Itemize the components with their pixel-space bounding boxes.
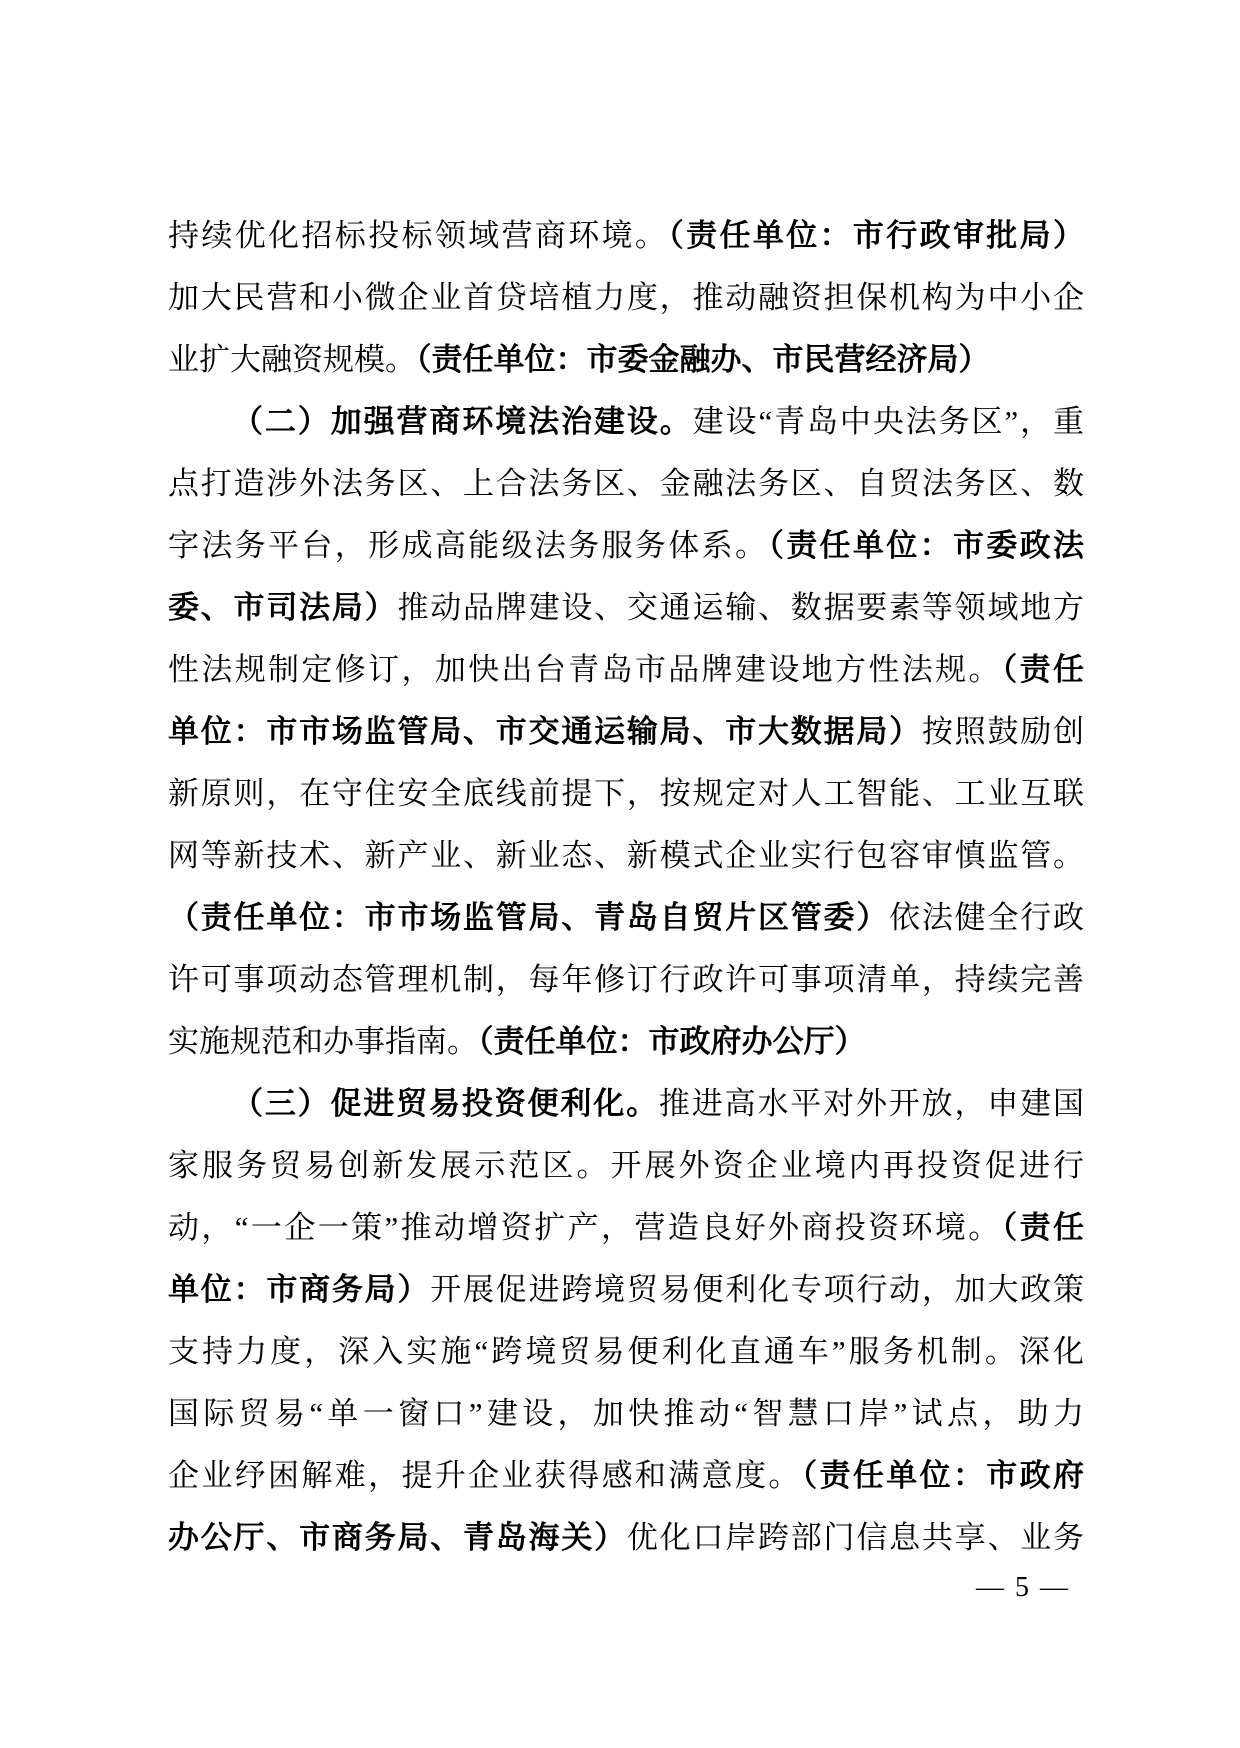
emphasis-run: （三）促进贸易投资便利化。 [232,1086,659,1121]
text-run: 推动品牌建设、交通运输、数据要素等领域地方 [397,590,1084,625]
text-run: 实施规范和办事指南。 [168,1024,478,1059]
text-run: 按照鼓励创 [921,714,1084,749]
text-line [168,887,1084,949]
text-run: 持续优化招标投标领域营商环境。 [168,218,669,253]
text-line [168,949,1084,1011]
text-run: 新原则，在守住安全底线前提下，按规定对人工智能、工业互联 [168,776,1084,811]
text-line [168,205,1084,267]
document-body [168,205,1084,1569]
text-run: 建设“青岛中央法务区”，重 [692,404,1084,439]
text-line [168,1197,1084,1259]
emphasis-run: （责任单位：市政府 [801,1458,1084,1493]
text-line [168,1011,1084,1073]
text-run: 推进高水平对外开放，申建国 [658,1086,1084,1121]
emphasis-run: （责任单位：市委金融办、市民营经济局） [416,342,990,377]
emphasis-run: （责任单位：市政府办公厅） [478,1024,866,1059]
emphasis-run: （二）加强营商环境法治建设。 [232,404,693,439]
emphasis-run: 单位：市市场监管局、市交通运输局、市大数据局） [168,714,922,749]
emphasis-run: 办公厅、市商务局、青岛海关） [168,1520,627,1555]
emphasis-run: （责任 [1001,1210,1084,1245]
text-run: 企业纾困解难，提升企业获得感和满意度。 [168,1458,802,1493]
text-line [168,701,1084,763]
text-run: 国际贸易“单一窗口”建设，加快推动“智慧口岸”试点，助力 [168,1396,1084,1431]
text-line [168,1445,1084,1507]
text-run: 动，“一企一策”推动增资扩产，营造良好外商投资环境。 [168,1210,1002,1245]
text-line [168,1135,1084,1197]
text-line [168,1321,1084,1383]
text-line [168,453,1084,515]
text-line [168,515,1084,577]
text-run: 依法健全行政 [889,900,1084,935]
text-line [168,1073,1084,1135]
text-run: 网等新技术、新产业、新业态、新模式企业实行包容审慎监管。 [168,838,1084,873]
emphasis-run: （责任单位：市委政法 [768,528,1084,563]
text-line [168,1383,1084,1445]
text-line [168,577,1084,639]
text-line [168,1507,1084,1569]
emphasis-run: （责任单位：市市场监管局、青岛自贸片区管委） [168,900,890,935]
text-line [168,391,1084,453]
emphasis-run: （责任单位：市行政审批局） [668,218,1084,253]
text-run: 支持力度，深入实施“跨境贸易便利化直通车”服务机制。深化 [168,1334,1084,1369]
text-line [168,825,1084,887]
text-line [168,267,1084,329]
text-run: 家服务贸易创新发展示范区。开展外资企业境内再投资促进行 [168,1148,1084,1183]
text-run: 加大民营和小微企业首贷培植力度，推动融资担保机构为中小企 [168,280,1084,315]
text-line [168,763,1084,825]
text-line [168,329,1084,391]
page-number: — 5 — [976,1572,1070,1603]
text-run: 点打造涉外法务区、上合法务区、金融法务区、自贸法务区、数 [168,466,1084,501]
text-run: 性法规制定修订，加快出台青岛市品牌建设地方性法规。 [168,652,1002,687]
text-run: 业扩大融资规模。 [168,342,416,377]
text-run: 许可事项动态管理机制，每年修订行政许可事项清单，持续完善 [168,962,1084,997]
text-line [168,1259,1084,1321]
text-line [168,639,1084,701]
text-run: 字法务平台，形成高能级法务服务体系。 [168,528,769,563]
emphasis-run: （责任 [1001,652,1084,687]
text-run: 开展促进跨境贸易便利化专项行动，加大政策 [430,1272,1084,1307]
emphasis-run: 委、市司法局） [168,590,398,625]
emphasis-run: 单位：市商务局） [168,1272,431,1307]
text-run: 优化口岸跨部门信息共享、业务 [626,1520,1084,1555]
